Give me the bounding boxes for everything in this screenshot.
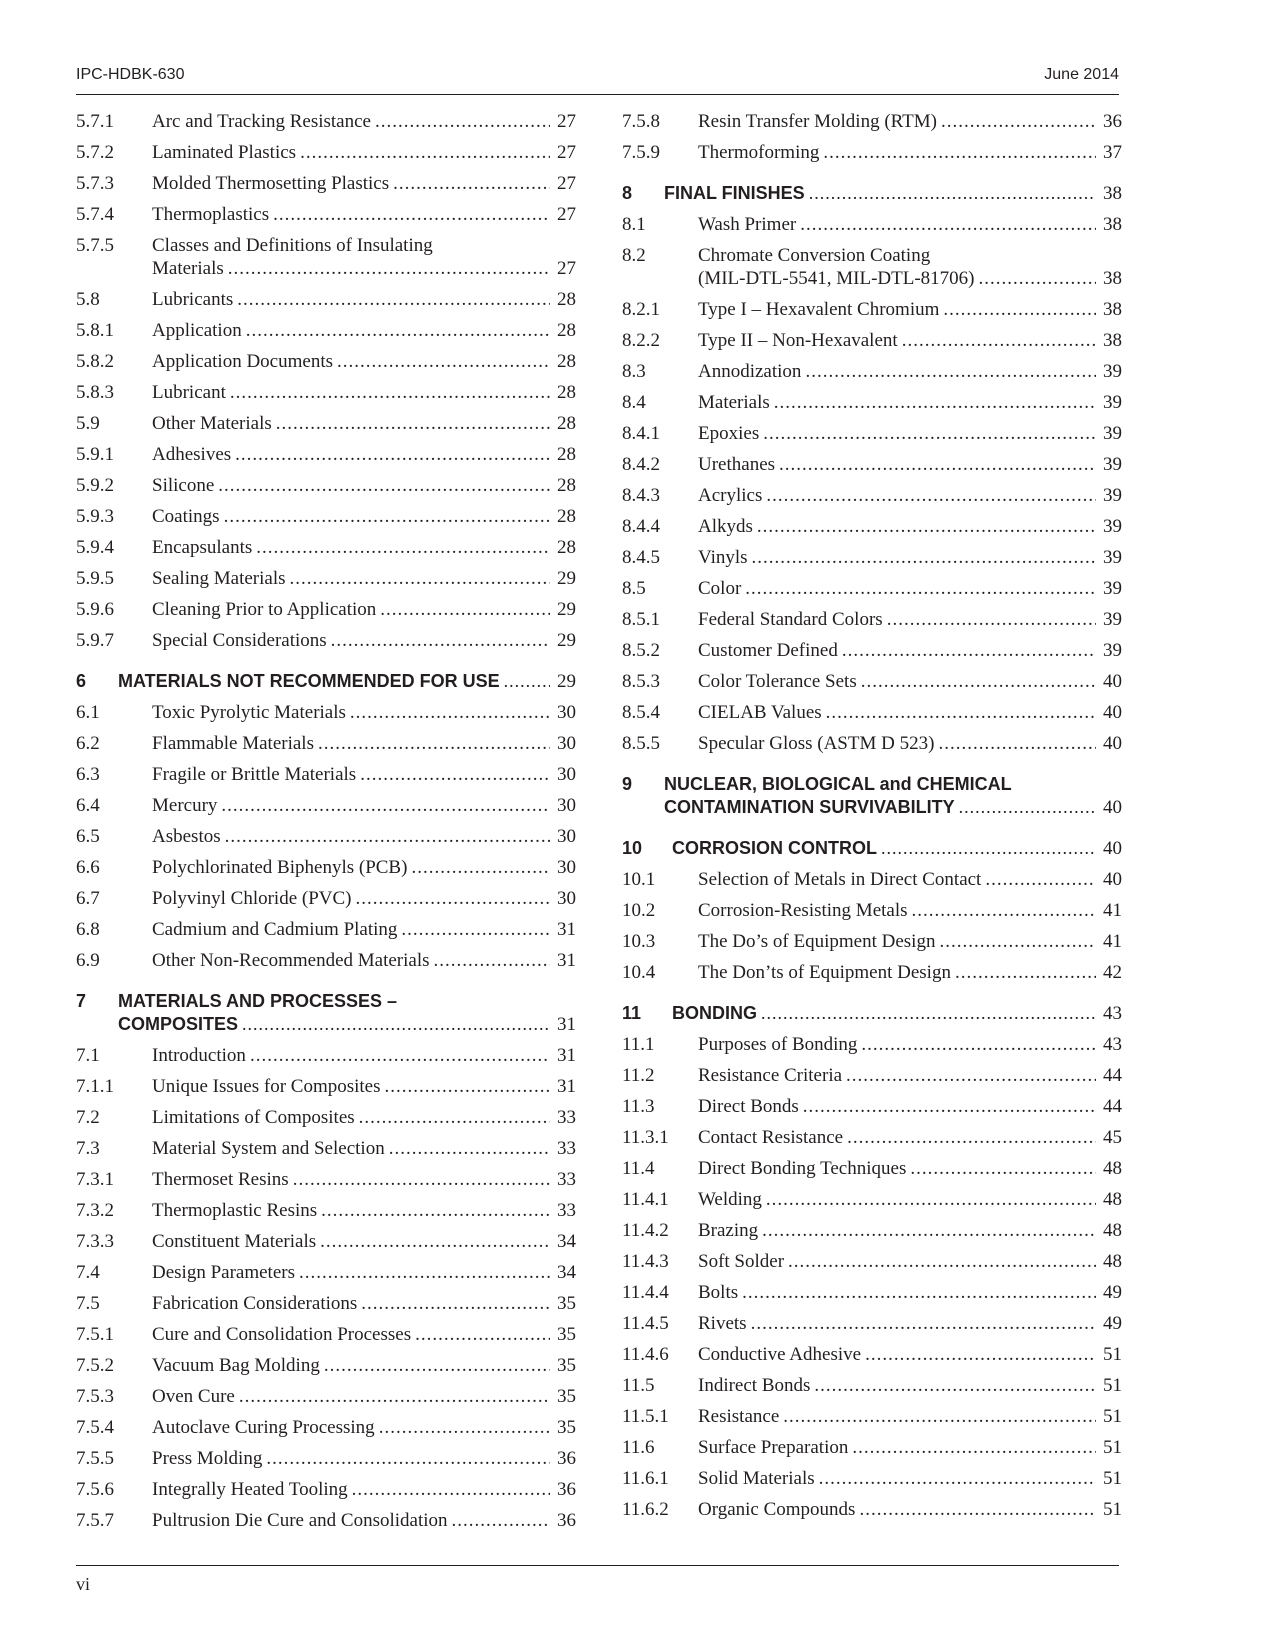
toc-entry[interactable]: 5.9.5 Sealing Materials ..... 29 [76,567,576,590]
toc-section-heading[interactable]: 11 BONDING ..... 43 [622,1002,1122,1025]
toc-entry[interactable]: 7.1.1 Unique Issues for Composites ..... 31 [76,1075,576,1098]
toc-entry[interactable]: 5.9.4 Encapsulants ..... 28 [76,536,576,559]
toc-section-heading[interactable]: 9 NUCLEAR, BIOLOGICAL and CHEMICAL CONTAMINATION SURVIVABILITY ..... 40 [622,773,1122,819]
toc-entry[interactable]: 5.9.3 Coatings ..... 28 [76,505,576,528]
toc-entry[interactable]: 7.5.2 Vacuum Bag Molding ..... 35 [76,1354,576,1377]
toc-entry[interactable]: 7.5.9 Thermoforming ..... 37 [622,141,1122,164]
toc-entry[interactable]: 5.9.1 Adhesives ..... 28 [76,443,576,466]
toc-entry[interactable]: 5.7.1 Arc and Tracking Resistance ..... 27 [76,110,576,133]
toc-entry[interactable]: 7.5.6 Integrally Heated Tooling ..... 36 [76,1478,576,1501]
toc-entry[interactable]: 6.2 Flammable Materials ..... 30 [76,732,576,755]
toc-entry[interactable]: 11.4.3 Soft Solder ..... 48 [622,1250,1122,1273]
toc-entry[interactable]: 7.5.5 Press Molding ..... 36 [76,1447,576,1470]
toc-entry[interactable]: 7.5.1 Cure and Consolidation Processes ..... 35 [76,1323,576,1346]
toc-entry[interactable]: 11.4.2 Brazing ..... 48 [622,1219,1122,1242]
toc-entry[interactable]: 7.2 Limitations of Composites ..... 33 [76,1106,576,1129]
page-header [76,60,1119,95]
toc-entry[interactable]: 7.5 Fabrication Considerations ..... 35 [76,1292,576,1315]
toc-entry[interactable]: 8.5.3 Color Tolerance Sets ..... 40 [622,670,1122,693]
toc-entry[interactable]: 11.5 Indirect Bonds ..... 51 [622,1374,1122,1397]
toc-entry[interactable]: 8.2.1 Type I – Hexavalent Chromium ..... 38 [622,298,1122,321]
toc-entry[interactable]: 11.6.1 Solid Materials ..... 51 [622,1467,1122,1490]
toc-entry[interactable]: 5.7.4 Thermoplastics ..... 27 [76,203,576,226]
toc-entry[interactable]: 8.4.4 Alkyds ..... 39 [622,515,1122,538]
toc-entry[interactable]: 11.4.4 Bolts ..... 49 [622,1281,1122,1304]
toc-entry[interactable]: 8.2 Chromate Conversion Coating (MIL-DTL-5541, MIL-DTL-81706) ..... 38 [622,244,1122,290]
toc-section-heading[interactable]: 10 CORROSION CONTROL ..... 40 [622,837,1122,860]
toc-entry[interactable]: 11.5.1 Resistance ..... 51 [622,1405,1122,1428]
toc-entry[interactable]: 11.4.6 Conductive Adhesive ..... 51 [622,1343,1122,1366]
toc-entry[interactable]: 8.5.1 Federal Standard Colors ..... 39 [622,608,1122,631]
toc-entry[interactable]: 8.5.4 CIELAB Values ..... 40 [622,701,1122,724]
toc-entry[interactable]: 7.3.2 Thermoplastic Resins ..... 33 [76,1199,576,1222]
page-number: vi [76,1574,91,1594]
toc-entry[interactable]: 11.4.5 Rivets ..... 49 [622,1312,1122,1335]
toc-entry[interactable]: 8.3 Annodization ..... 39 [622,360,1122,383]
toc-entry[interactable]: 5.8.1 Application ..... 28 [76,319,576,342]
toc-entry[interactable]: 7.4 Design Parameters ..... 34 [76,1261,576,1284]
toc-entry[interactable]: 11.6.2 Organic Compounds ..... 51 [622,1498,1122,1521]
toc-entry[interactable]: 10.1 Selection of Metals in Direct Contact ..... 40 [622,868,1122,891]
toc-column-left [76,110,576,1540]
toc-entry[interactable]: 11.2 Resistance Criteria ..... 44 [622,1064,1122,1087]
toc-entry[interactable]: 11.4 Direct Bonding Techniques ..... 48 [622,1157,1122,1180]
toc-entry[interactable]: 8.4.1 Epoxies ..... 39 [622,422,1122,445]
toc-entry[interactable]: 11.6 Surface Preparation ..... 51 [622,1436,1122,1459]
toc-entry[interactable]: 5.8.2 Application Documents ..... 28 [76,350,576,373]
toc-entry[interactable]: 6.8 Cadmium and Cadmium Plating ..... 31 [76,918,576,941]
toc-entry[interactable]: 7.5.7 Pultrusion Die Cure and Consolidation ..... 36 [76,1509,576,1532]
toc-entry[interactable]: 6.5 Asbestos ..... 30 [76,825,576,848]
toc-section-heading[interactable]: 6 MATERIALS NOT RECOMMENDED FOR USE ..... 29 [76,670,576,693]
toc-column-right [622,110,1122,1529]
toc-entry[interactable]: 8.5.2 Customer Defined ..... 39 [622,639,1122,662]
toc-entry[interactable]: 8.1 Wash Primer ..... 38 [622,213,1122,236]
toc-entry[interactable]: 5.8 Lubricants ..... 28 [76,288,576,311]
toc-entry[interactable]: 7.3 Material System and Selection ..... 33 [76,1137,576,1160]
toc-entry[interactable]: 11.1 Purposes of Bonding ..... 43 [622,1033,1122,1056]
toc-entry[interactable]: 6.1 Toxic Pyrolytic Materials ..... 30 [76,701,576,724]
toc-entry[interactable]: 8.4 Materials ..... 39 [622,391,1122,414]
toc-entry[interactable]: 11.3 Direct Bonds ..... 44 [622,1095,1122,1118]
toc-entry[interactable]: 11.4.1 Welding ..... 48 [622,1188,1122,1211]
toc-entry[interactable]: 6.4 Mercury ..... 30 [76,794,576,817]
toc-entry[interactable]: 7.5.8 Resin Transfer Molding (RTM) ..... 36 [622,110,1122,133]
toc-entry[interactable]: 6.7 Polyvinyl Chloride (PVC) ..... 30 [76,887,576,910]
toc-entry[interactable]: 8.4.5 Vinyls ..... 39 [622,546,1122,569]
toc-section-heading[interactable]: 8 FINAL FINISHES ..... 38 [622,182,1122,205]
toc-entry[interactable]: 7.3.1 Thermoset Resins ..... 33 [76,1168,576,1191]
toc-entry[interactable]: 8.4.2 Urethanes ..... 39 [622,453,1122,476]
toc-entry[interactable]: 6.3 Fragile or Brittle Materials ..... 30 [76,763,576,786]
toc-entry[interactable]: 8.4.3 Acrylics ..... 39 [622,484,1122,507]
toc-entry[interactable]: 7.5.3 Oven Cure ..... 35 [76,1385,576,1408]
toc-entry[interactable]: 8.5.5 Specular Gloss (ASTM D 523) ..... 40 [622,732,1122,755]
toc-entry[interactable]: 10.4 The Don’ts of Equipment Design ..... 42 [622,961,1122,984]
document-date: June 2014 [1044,66,1119,83]
toc-entry[interactable]: 5.9.2 Silicone ..... 28 [76,474,576,497]
toc-entry[interactable]: 6.6 Polychlorinated Biphenyls (PCB) ..... 30 [76,856,576,879]
toc-entry[interactable]: 7.3.3 Constituent Materials ..... 34 [76,1230,576,1253]
toc-section-heading[interactable]: 7 MATERIALS AND PROCESSES – COMPOSITES ..... 31 [76,990,576,1036]
toc-entry[interactable]: 5.7.3 Molded Thermosetting Plastics ..... 27 [76,172,576,195]
page-footer [76,1565,1119,1594]
toc-entry[interactable]: 11.3.1 Contact Resistance ..... 45 [622,1126,1122,1149]
toc-entry[interactable]: 10.2 Corrosion-Resisting Metals ..... 41 [622,899,1122,922]
toc-entry[interactable]: 5.8.3 Lubricant ..... 28 [76,381,576,404]
document-id: IPC-HDBK-630 [76,66,185,83]
toc-entry[interactable]: 8.5 Color ..... 39 [622,577,1122,600]
toc-entry[interactable]: 7.5.4 Autoclave Curing Processing ..... 35 [76,1416,576,1439]
toc-entry[interactable]: 5.9 Other Materials ..... 28 [76,412,576,435]
toc-entry[interactable]: 5.9.7 Special Considerations ..... 29 [76,629,576,652]
toc-entry[interactable]: 10.3 The Do’s of Equipment Design ..... 41 [622,930,1122,953]
toc-entry[interactable]: 6.9 Other Non-Recommended Materials ..... 31 [76,949,576,972]
toc-entry[interactable]: 7.1 Introduction ..... 31 [76,1044,576,1067]
toc-entry[interactable]: 8.2.2 Type II – Non-Hexavalent ..... 38 [622,329,1122,352]
toc-entry[interactable]: 5.7.2 Laminated Plastics ..... 27 [76,141,576,164]
toc-entry[interactable]: 5.7.5 Classes and Definitions of Insulating Materials ..... 27 [76,234,576,280]
toc-entry[interactable]: 5.9.6 Cleaning Prior to Application ..... 29 [76,598,576,621]
